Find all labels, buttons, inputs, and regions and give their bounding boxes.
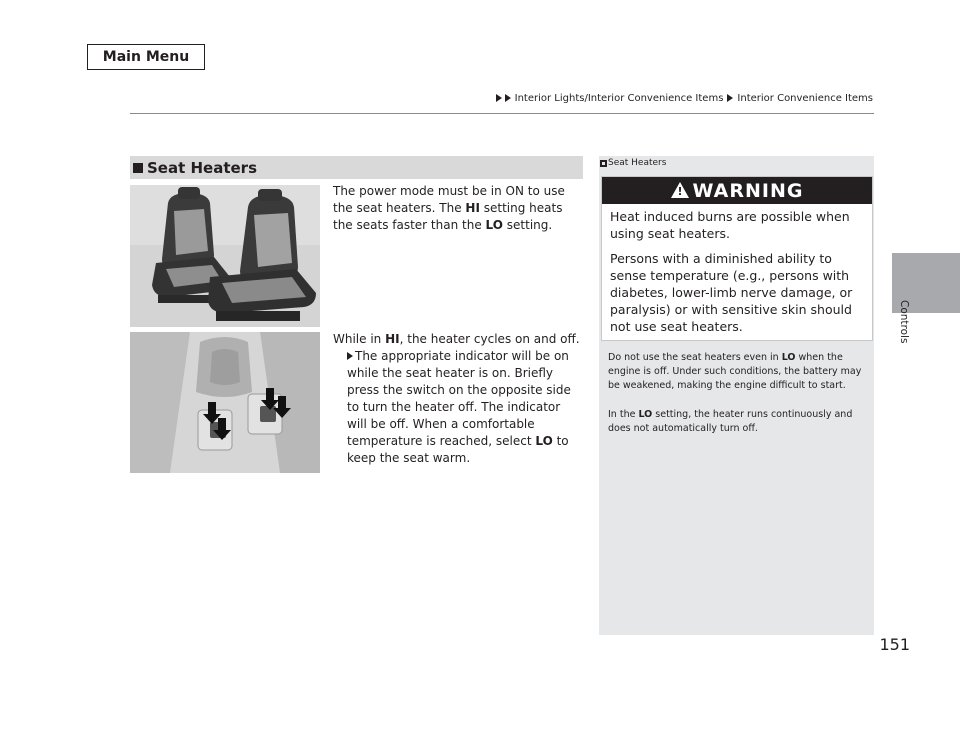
lo-setting-note [608, 408, 866, 436]
warning-box [601, 176, 873, 341]
text-segment: setting, the heater runs continuously and does not automatically turn off. [608, 409, 853, 434]
breadcrumb-link-interior-convenience[interactable]: Interior Convenience Items [737, 92, 873, 104]
lo-label: LO [485, 218, 503, 232]
hi-label: HI [385, 332, 400, 346]
bullet-arrow-icon [347, 352, 353, 360]
breadcrumb-arrow-icon [496, 94, 502, 102]
battery-note [608, 351, 866, 393]
warning-body [602, 204, 872, 335]
text-segment: setting heats the seats faster than the [333, 201, 563, 232]
console-switches-photo [130, 332, 320, 473]
header-divider [130, 113, 874, 114]
section-heading [130, 156, 583, 179]
text-segment: when the engine is off. Under such conditions, the battery may be weakened, making the engine difficult to start. [608, 352, 862, 391]
console-illustration [130, 332, 320, 473]
seat-heaters-photo [130, 185, 320, 327]
warning-paragraph: Persons with a diminished ability to sense temperature (e.g., persons with diabetes, lower-limb nerve damage, or paralysis) or with sensitive skin should not use seat heaters. [610, 251, 853, 334]
lo-label: LO [535, 434, 553, 448]
text-segment: In the [608, 409, 639, 420]
breadcrumb-arrow-icon [727, 94, 733, 102]
breadcrumb [496, 91, 874, 105]
notes-panel-header [600, 158, 666, 168]
text-segment: The power mode must be in ON to use the seat heaters. The [333, 184, 565, 215]
hi-cycle-paragraph [333, 331, 583, 348]
hi-label: HI [465, 201, 480, 215]
lo-label: LO [781, 352, 796, 363]
warning-paragraph: Heat induced burns are possible when using seat heaters. [610, 209, 850, 241]
text-segment: Do not use the seat heaters even in [608, 352, 782, 363]
lo-label: LO [638, 409, 653, 420]
seats-illustration [130, 185, 320, 327]
breadcrumb-arrow-icon [505, 94, 511, 102]
warning-title: WARNING [692, 179, 804, 202]
notes-panel-title: Seat Heaters [608, 158, 667, 168]
section-title: Seat Heaters [147, 158, 258, 177]
warning-header [602, 177, 872, 204]
section-square-icon [133, 163, 143, 173]
warning-triangle-icon [671, 182, 689, 198]
main-menu-button[interactable]: Main Menu [87, 44, 205, 70]
text-segment: While in [333, 332, 386, 346]
power-mode-paragraph [333, 183, 583, 234]
text-segment: setting. [502, 218, 553, 232]
text-segment: , the heater cycles on and off. [399, 332, 580, 346]
chapter-tab-label: Controls [898, 300, 910, 344]
page-number: 151 [879, 635, 910, 654]
breadcrumb-link-interior-lights[interactable]: Interior Lights/Interior Convenience Items [514, 92, 724, 104]
text-segment: to keep the seat warm. [347, 434, 569, 465]
indicator-subparagraph [347, 348, 583, 467]
note-marker-icon [600, 160, 607, 167]
text-segment: The appropriate indicator will be on while the seat heater is on. Briefly press the switch on the opposite side to turn the heater off. The indicator will be off. When a comfortable temperature is reached, select [347, 349, 571, 448]
